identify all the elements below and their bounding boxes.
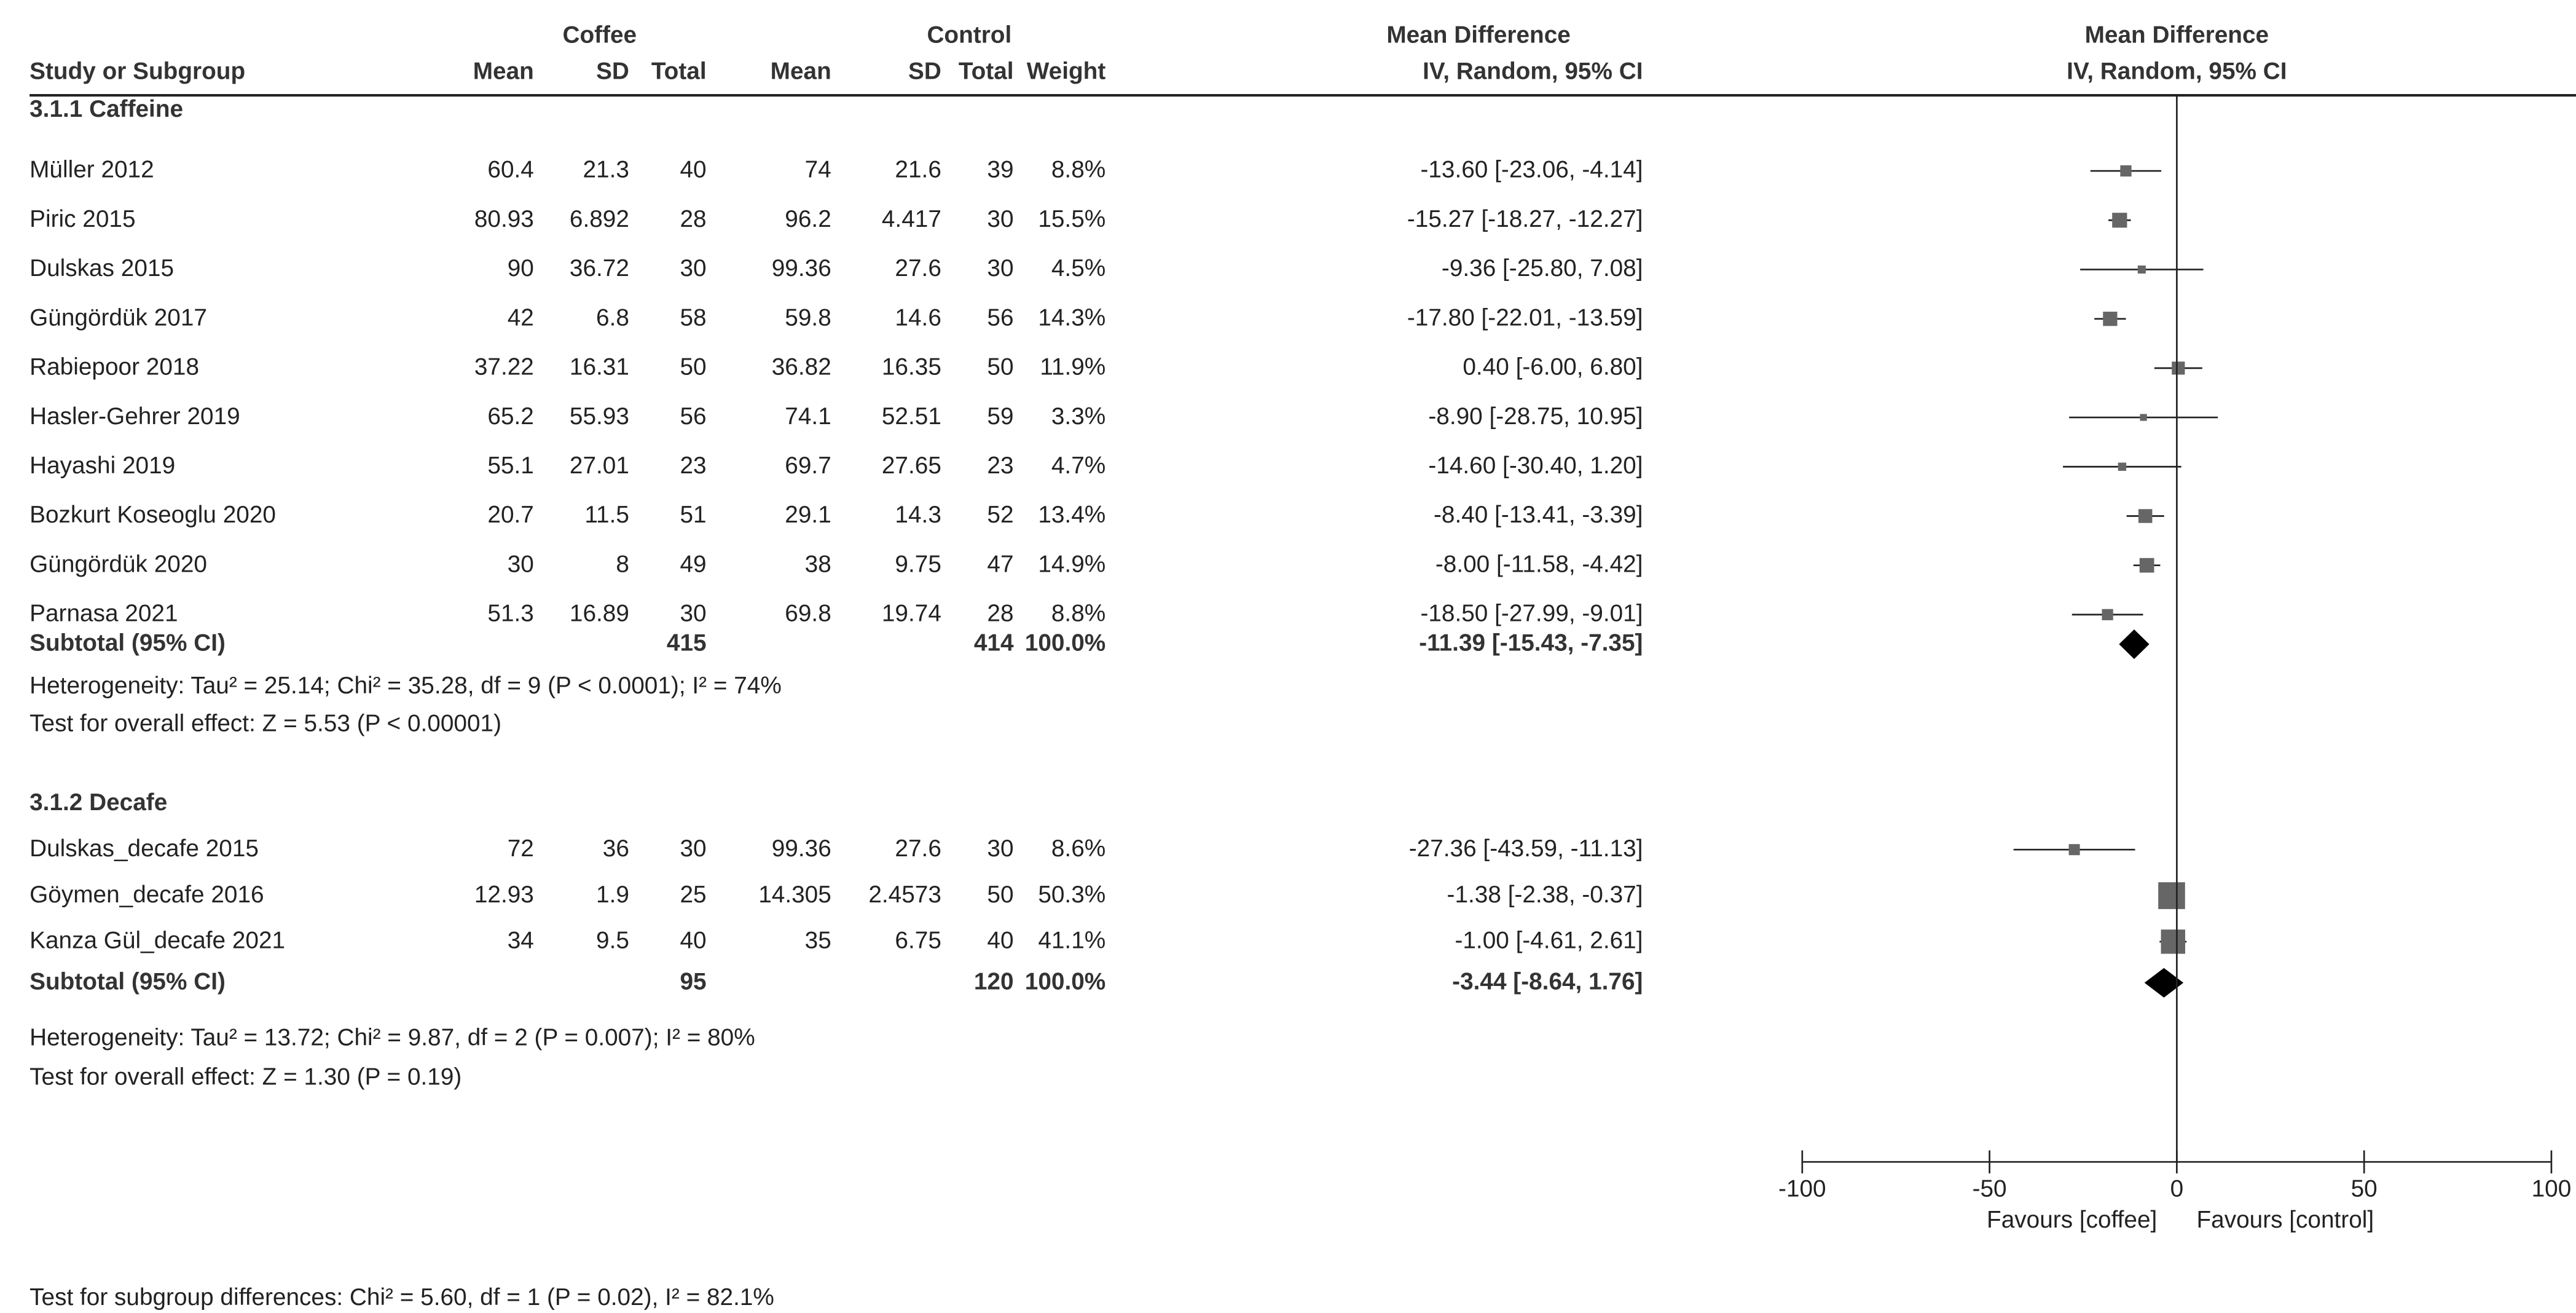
study-m1: 42 bbox=[507, 306, 534, 333]
control-mean-header: Mean bbox=[770, 59, 831, 86]
study-sd1: 16.89 bbox=[569, 601, 629, 628]
study-m1: 60.4 bbox=[487, 157, 534, 184]
study-sd1: 6.892 bbox=[569, 207, 629, 234]
study-name: Göymen_decafe 2016 bbox=[29, 882, 264, 909]
subtotal-control-total: 414 bbox=[973, 631, 1014, 658]
study-sd2: 52.51 bbox=[881, 404, 941, 431]
study-sd2: 27.65 bbox=[881, 453, 941, 480]
study-n1: 50 bbox=[680, 355, 707, 382]
study-m2: 99.36 bbox=[771, 836, 831, 863]
study-name: Kanza Gül_decafe 2021 bbox=[29, 928, 286, 955]
plot-title: Mean Difference bbox=[2084, 23, 2269, 50]
study-sd1: 27.01 bbox=[569, 453, 629, 480]
study-ci: -8.90 [-28.75, 10.95] bbox=[1428, 404, 1643, 431]
study-marker bbox=[2158, 882, 2185, 909]
study-ci: -8.40 [-13.41, -3.39] bbox=[1434, 503, 1643, 529]
study-m2: 96.2 bbox=[785, 207, 831, 234]
study-n2: 47 bbox=[987, 552, 1014, 579]
study-n1: 51 bbox=[680, 503, 707, 529]
study-weight: 8.8% bbox=[1051, 601, 1106, 628]
study-sd2: 4.417 bbox=[881, 207, 941, 234]
study-sd2: 2.4573 bbox=[868, 882, 941, 909]
study-weight: 41.1% bbox=[1038, 928, 1106, 955]
study-name: Piric 2015 bbox=[29, 207, 136, 234]
study-m1: 30 bbox=[507, 552, 534, 579]
study-m2: 14.305 bbox=[758, 882, 831, 909]
study-name: Hayashi 2019 bbox=[29, 453, 176, 480]
study-n1: 23 bbox=[680, 453, 707, 480]
study-m2: 36.82 bbox=[771, 355, 831, 382]
study-m2: 29.1 bbox=[785, 503, 831, 529]
control-group-header: Control bbox=[927, 23, 1012, 50]
study-n2: 30 bbox=[987, 256, 1014, 283]
study-sd2: 14.6 bbox=[895, 306, 941, 333]
study-m1: 51.3 bbox=[487, 601, 534, 628]
study-sd2: 27.6 bbox=[895, 256, 941, 283]
overall-effect-text: Test for overall effect: Z = 1.30 (P = 0.19) bbox=[29, 1065, 462, 1092]
study-m2: 69.7 bbox=[785, 453, 831, 480]
study-m2: 74.1 bbox=[785, 404, 831, 431]
study-n2: 50 bbox=[987, 355, 1014, 382]
study-m1: 90 bbox=[507, 256, 534, 283]
study-column-header: Study or Subgroup bbox=[29, 59, 246, 86]
study-name: Parnasa 2021 bbox=[29, 601, 178, 628]
study-marker bbox=[2102, 609, 2113, 620]
study-m1: 34 bbox=[507, 928, 534, 955]
study-name: Dulskas 2015 bbox=[29, 256, 175, 283]
study-n1: 40 bbox=[680, 157, 707, 184]
subtotal-ci: -3.44 [-8.64, 1.76] bbox=[1452, 969, 1643, 996]
study-m1: 55.1 bbox=[487, 453, 534, 480]
subtotal-weight: 100.0% bbox=[1024, 969, 1106, 996]
study-m2: 38 bbox=[804, 552, 831, 579]
study-sd1: 9.5 bbox=[596, 928, 629, 955]
study-name: Güngördük 2017 bbox=[29, 306, 207, 333]
study-sd2: 27.6 bbox=[895, 836, 941, 863]
study-marker bbox=[2172, 361, 2185, 374]
control-total-header: Total bbox=[958, 59, 1014, 86]
study-n1: 49 bbox=[680, 552, 707, 579]
study-ci: -13.60 [-23.06, -4.14] bbox=[1420, 157, 1643, 184]
study-ci: -1.38 [-2.38, -0.37] bbox=[1447, 882, 1643, 909]
study-marker bbox=[2140, 414, 2147, 420]
study-n1: 58 bbox=[680, 306, 707, 333]
study-weight: 3.3% bbox=[1051, 404, 1106, 431]
study-weight: 4.5% bbox=[1051, 256, 1106, 283]
study-marker bbox=[2138, 266, 2146, 274]
study-m1: 72 bbox=[507, 836, 534, 863]
study-n2: 23 bbox=[987, 453, 1014, 480]
study-sd2: 16.35 bbox=[881, 355, 941, 382]
subtotal-label: Subtotal (95% CI) bbox=[29, 969, 226, 996]
study-sd1: 36.72 bbox=[569, 256, 629, 283]
study-weight: 4.7% bbox=[1051, 453, 1106, 480]
study-ci: -15.27 [-18.27, -12.27] bbox=[1407, 207, 1643, 234]
study-marker bbox=[2112, 213, 2127, 227]
study-marker bbox=[2103, 312, 2117, 326]
study-sd1: 21.3 bbox=[583, 157, 629, 184]
study-m2: 59.8 bbox=[785, 306, 831, 333]
study-n2: 28 bbox=[987, 601, 1014, 628]
study-marker bbox=[2069, 844, 2080, 855]
study-sd2: 9.75 bbox=[895, 552, 941, 579]
study-ci: -8.00 [-11.58, -4.42] bbox=[1435, 552, 1643, 579]
study-sd1: 11.5 bbox=[584, 503, 629, 529]
study-m1: 65.2 bbox=[487, 404, 534, 431]
study-n2: 39 bbox=[987, 157, 1014, 184]
study-weight: 14.3% bbox=[1038, 306, 1106, 333]
subgroup-title: 3.1.2 Decafe bbox=[29, 790, 168, 817]
study-n1: 30 bbox=[680, 601, 707, 628]
study-name: Bozkurt Koseoglu 2020 bbox=[29, 503, 276, 529]
favours-right-label: Favours [control] bbox=[2196, 1208, 2374, 1234]
study-n2: 30 bbox=[987, 836, 1014, 863]
study-ci: -1.00 [-4.61, 2.61] bbox=[1455, 928, 1643, 955]
study-m2: 35 bbox=[804, 928, 831, 955]
study-sd2: 14.3 bbox=[895, 503, 941, 529]
study-sd1: 36 bbox=[602, 836, 629, 863]
study-ci: -14.60 [-30.40, 1.20] bbox=[1428, 453, 1643, 480]
study-marker bbox=[2138, 509, 2153, 523]
weight-header: Weight bbox=[1026, 59, 1106, 86]
study-weight: 13.4% bbox=[1038, 503, 1106, 529]
subtotal-control-total: 120 bbox=[973, 969, 1014, 996]
study-n2: 30 bbox=[987, 207, 1014, 234]
plot-method: IV, Random, 95% CI bbox=[2067, 59, 2287, 86]
study-name: Dulskas_decafe 2015 bbox=[29, 836, 259, 863]
subtotal-ci: -11.39 [-15.43, -7.35] bbox=[1419, 631, 1643, 658]
study-marker bbox=[2118, 463, 2126, 471]
study-ci: -18.50 [-27.99, -9.01] bbox=[1420, 601, 1643, 628]
effect-title: Mean Difference bbox=[1386, 23, 1571, 50]
study-sd1: 1.9 bbox=[596, 882, 629, 909]
study-n2: 50 bbox=[987, 882, 1014, 909]
study-m2: 99.36 bbox=[771, 256, 831, 283]
study-weight: 50.3% bbox=[1038, 882, 1106, 909]
study-name: Müller 2012 bbox=[29, 157, 154, 184]
subtotal-weight: 100.0% bbox=[1024, 631, 1106, 658]
study-sd1: 6.8 bbox=[596, 306, 629, 333]
study-n2: 40 bbox=[987, 928, 1014, 955]
heterogeneity-text: Heterogeneity: Tau² = 13.72; Chi² = 9.87, df = 2 (P = 0.007); I² = 80% bbox=[29, 1025, 755, 1052]
study-n1: 28 bbox=[680, 207, 707, 234]
study-n1: 30 bbox=[680, 836, 707, 863]
study-weight: 15.5% bbox=[1038, 207, 1106, 234]
study-marker bbox=[2120, 165, 2131, 176]
subtotal-diamond bbox=[2119, 629, 2149, 659]
favours-left-label: Favours [coffee] bbox=[1987, 1208, 2158, 1234]
study-sd1: 55.93 bbox=[569, 404, 629, 431]
x-tick-label: -50 bbox=[1972, 1177, 2007, 1204]
control-sd-header: SD bbox=[908, 59, 941, 86]
study-n1: 40 bbox=[680, 928, 707, 955]
study-n2: 59 bbox=[987, 404, 1014, 431]
study-n1: 30 bbox=[680, 256, 707, 283]
overall-effect-text: Test for overall effect: Z = 5.53 (P < 0.00001) bbox=[29, 711, 502, 738]
study-sd2: 21.6 bbox=[895, 157, 941, 184]
study-ci: -27.36 [-43.59, -11.13] bbox=[1408, 836, 1643, 863]
study-ci: -17.80 [-22.01, -13.59] bbox=[1407, 306, 1643, 333]
subgroup-title: 3.1.1 Caffeine bbox=[29, 97, 184, 124]
heterogeneity-text: Heterogeneity: Tau² = 25.14; Chi² = 35.28, df = 9 (P < 0.0001); I² = 74% bbox=[29, 674, 782, 700]
study-weight: 11.9% bbox=[1040, 355, 1106, 382]
study-sd1: 16.31 bbox=[569, 355, 629, 382]
study-sd1: 8 bbox=[616, 552, 629, 579]
study-name: Güngördük 2020 bbox=[29, 552, 207, 579]
coffee-mean-header: Mean bbox=[473, 59, 534, 86]
study-m1: 20.7 bbox=[487, 503, 534, 529]
study-m2: 69.8 bbox=[785, 601, 831, 628]
study-name: Hasler-Gehrer 2019 bbox=[29, 404, 240, 431]
x-tick-label: 50 bbox=[2350, 1177, 2378, 1204]
study-marker bbox=[2161, 929, 2185, 953]
study-ci: -9.36 [-25.80, 7.08] bbox=[1441, 256, 1643, 283]
study-sd2: 19.74 bbox=[881, 601, 941, 628]
study-n1: 25 bbox=[680, 882, 707, 909]
study-weight: 14.9% bbox=[1038, 552, 1106, 579]
study-ci: 0.40 [-6.00, 6.80] bbox=[1463, 355, 1643, 382]
subtotal-label: Subtotal (95% CI) bbox=[29, 631, 226, 658]
subtotal-coffee-total: 415 bbox=[666, 631, 707, 658]
x-tick-label: 0 bbox=[2170, 1177, 2184, 1204]
x-tick-label: -100 bbox=[1778, 1177, 1826, 1204]
study-weight: 8.8% bbox=[1051, 157, 1106, 184]
study-marker bbox=[2140, 558, 2154, 573]
study-m1: 37.22 bbox=[474, 355, 534, 382]
coffee-total-header: Total bbox=[651, 59, 707, 86]
study-n2: 56 bbox=[987, 306, 1014, 333]
effect-method-header: IV, Random, 95% CI bbox=[1423, 59, 1643, 86]
subgroup-test-text: Test for subgroup differences: Chi² = 5.60, df = 1 (P = 0.02), I² = 82.1% bbox=[29, 1285, 774, 1312]
coffee-group-header: Coffee bbox=[562, 23, 637, 50]
study-name: Rabiepoor 2018 bbox=[29, 355, 200, 382]
coffee-sd-header: SD bbox=[596, 59, 629, 86]
study-m1: 12.93 bbox=[474, 882, 534, 909]
study-weight: 8.6% bbox=[1051, 836, 1106, 863]
study-m2: 74 bbox=[804, 157, 831, 184]
study-sd2: 6.75 bbox=[895, 928, 941, 955]
subtotal-coffee-total: 95 bbox=[680, 969, 707, 996]
x-tick-label: 100 bbox=[2531, 1177, 2572, 1204]
study-m1: 80.93 bbox=[474, 207, 534, 234]
study-n2: 52 bbox=[987, 503, 1014, 529]
study-n1: 56 bbox=[680, 404, 707, 431]
